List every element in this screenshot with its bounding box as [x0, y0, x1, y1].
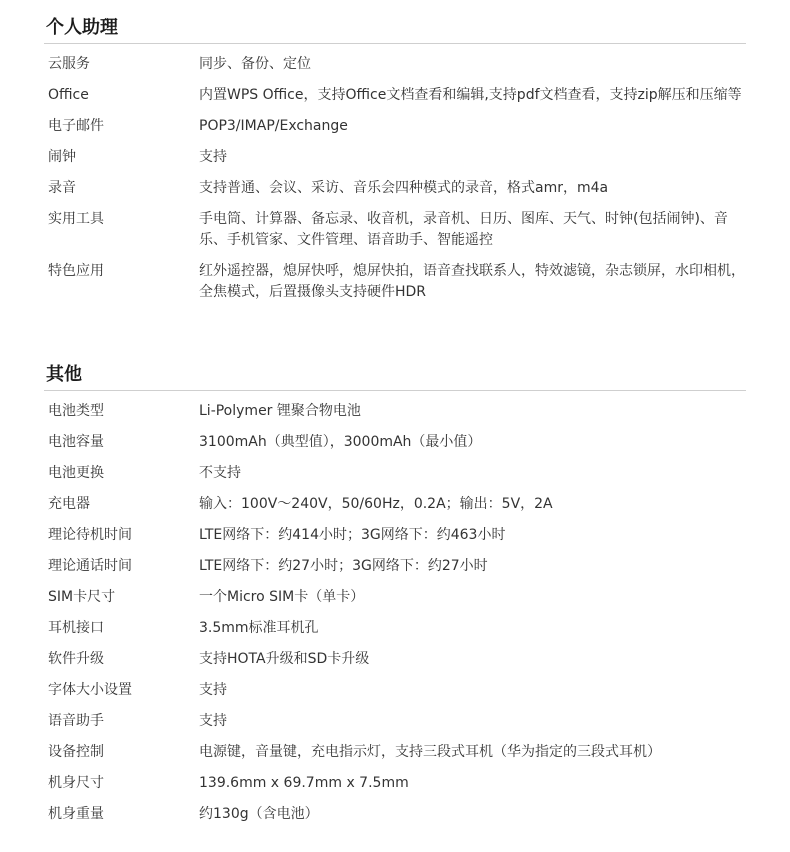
spec-value: 输入：100V～240V，50/60Hz，0.2A；输出：5V，2A	[199, 496, 553, 512]
spec-label: 软件升级	[48, 651, 104, 667]
spec-label: 字体大小设置	[48, 682, 132, 698]
spec-row	[44, 147, 746, 168]
spec-value: POP3/IMAP/Exchange	[199, 118, 348, 134]
spec-label: 机身尺寸	[48, 775, 104, 791]
spec-row	[44, 773, 746, 794]
spec-label: 电池容量	[48, 434, 104, 450]
spec-value: 支持HOTA升级和SD卡升级	[199, 651, 370, 667]
spec-value: 不支持	[199, 465, 241, 481]
spec-row	[44, 680, 746, 701]
spec-row	[44, 525, 746, 546]
spec-list	[44, 401, 746, 825]
spec-label: 语音助手	[48, 713, 104, 729]
spec-value: LTE网络下：约27小时；3G网络下：约27小时	[199, 558, 488, 574]
spec-row	[44, 178, 746, 199]
spec-row	[44, 261, 746, 303]
section-title: 其他	[44, 362, 746, 391]
spec-row	[44, 54, 746, 75]
spec-label: Office	[48, 87, 89, 103]
spec-value: 约130g（含电池）	[199, 806, 319, 822]
spec-row	[44, 556, 746, 577]
spec-list	[44, 54, 746, 303]
spec-label: 录音	[48, 180, 76, 196]
spec-label: 电池更换	[48, 465, 104, 481]
spec-label: 闹钟	[48, 149, 76, 165]
spec-label: 电子邮件	[48, 118, 104, 134]
spec-row	[44, 649, 746, 670]
spec-label: 理论通话时间	[48, 558, 132, 574]
spec-label: 充电器	[48, 496, 90, 512]
spec-value: 同步、备份、定位	[199, 56, 311, 72]
spec-label: 实用工具	[48, 211, 104, 227]
spec-value: 139.6mm x 69.7mm x 7.5mm	[199, 775, 409, 791]
spec-value: 支持普通、会议、采访、音乐会四种模式的录音，格式amr，m4a	[199, 180, 609, 196]
spec-row	[44, 432, 746, 453]
spec-value: LTE网络下：约414小时；3G网络下：约463小时	[199, 527, 506, 543]
spec-label: 特色应用	[48, 263, 104, 279]
spec-value: 电源键，音量键，充电指示灯，支持三段式耳机（华为指定的三段式耳机）	[199, 744, 661, 760]
spec-value: 一个Micro SIM卡（单卡）	[199, 589, 365, 605]
spec-label: SIM卡尺寸	[48, 589, 116, 605]
spec-value: 红外遥控器，熄屏快呼，熄屏快拍，语音查找联系人，特效滤镜，杂志锁屏，水印相机，全焦模式，后置摄像头支持硬件HDR	[199, 263, 745, 300]
spec-value: 支持	[199, 682, 227, 698]
spec-row	[44, 711, 746, 732]
spec-row	[44, 85, 746, 106]
spec-label: 机身重量	[48, 806, 104, 822]
spec-value: 3100mAh（典型值），3000mAh（最小值）	[199, 434, 482, 450]
spec-label: 云服务	[48, 56, 90, 72]
spec-label: 电池类型	[48, 403, 104, 419]
spec-value: 3.5mm标准耳机孔	[199, 620, 319, 636]
spec-label: 理论待机时间	[48, 527, 132, 543]
spec-row	[44, 463, 746, 484]
section-title: 个人助理	[44, 15, 746, 44]
spec-value: Li-Polymer 锂聚合物电池	[199, 403, 361, 419]
spec-row	[44, 804, 746, 825]
spec-label: 设备控制	[48, 744, 104, 760]
spec-value: 手电筒、计算器、备忘录、收音机，录音机、日历、图库、天气、时钟(包括闹钟)、音乐、手机管家、文件管理、语音助手、智能遥控	[199, 211, 728, 248]
spec-row	[44, 401, 746, 422]
spec-row	[44, 494, 746, 515]
spec-row	[44, 618, 746, 639]
section-other	[44, 362, 746, 825]
spec-row	[44, 742, 746, 763]
section-personal-assistant	[44, 15, 746, 303]
spec-row	[44, 116, 746, 137]
spec-row	[44, 209, 746, 251]
spec-row	[44, 587, 746, 608]
spec-value: 支持	[199, 713, 227, 729]
spec-value: 支持	[199, 149, 227, 165]
spec-label: 耳机接口	[48, 620, 104, 636]
spec-value: 内置WPS Office，支持Office文档查看和编辑,支持pdf文档查看，支持zip解压和压缩等	[199, 87, 742, 103]
